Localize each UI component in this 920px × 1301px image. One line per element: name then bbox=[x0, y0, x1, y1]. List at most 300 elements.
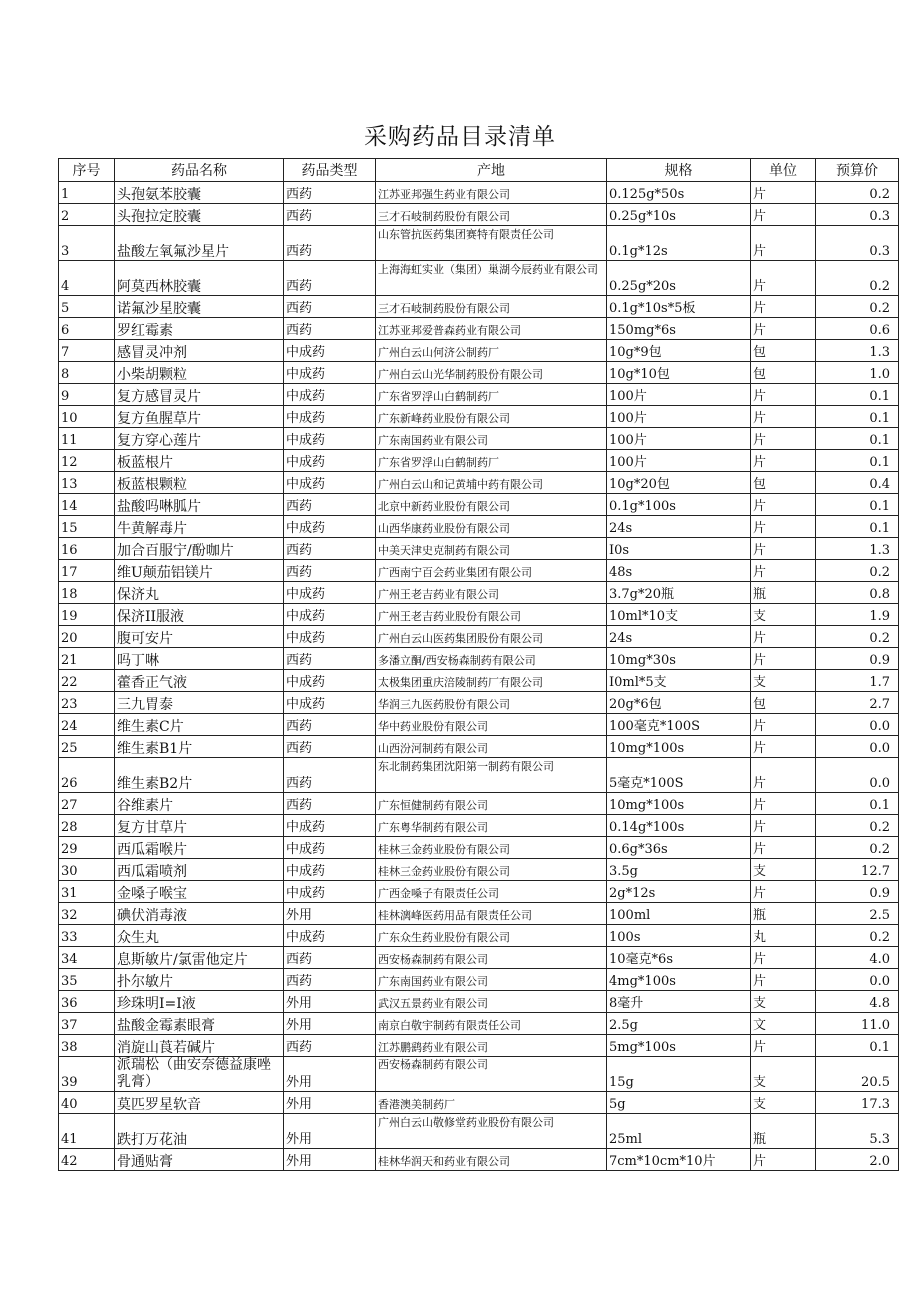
cell-manufacturer: 三才石岐制药股份有限公司 bbox=[376, 296, 607, 318]
cell-unit: 瓶 bbox=[751, 582, 816, 604]
cell-specification: 0.125g*50s bbox=[607, 182, 751, 204]
cell-budget-price: 2.0 bbox=[816, 1149, 899, 1171]
table-row bbox=[59, 472, 899, 494]
cell-budget-price: 17.3 bbox=[816, 1092, 899, 1114]
table-row bbox=[59, 881, 899, 903]
cell-drug-name: 板蓝根片 bbox=[115, 450, 284, 472]
cell-unit: 包 bbox=[751, 362, 816, 384]
cell-drug-type: 中成药 bbox=[284, 450, 376, 472]
cell-specification: 48s bbox=[607, 560, 751, 582]
cell-budget-price: 1.0 bbox=[816, 362, 899, 384]
cell-manufacturer: 广东众生药业股份有限公司 bbox=[376, 925, 607, 947]
cell-drug-name: 牛黄解毒片 bbox=[115, 516, 284, 538]
cell-budget-price: 0.2 bbox=[816, 925, 899, 947]
cell-manufacturer: 江苏亚邦爱普森药业有限公司 bbox=[376, 318, 607, 340]
cell-unit: 片 bbox=[751, 736, 816, 758]
table-row bbox=[59, 182, 899, 204]
cell-drug-type: 中成药 bbox=[284, 582, 376, 604]
table-row bbox=[59, 815, 899, 837]
cell-unit: 支 bbox=[751, 670, 816, 692]
cell-unit: 片 bbox=[751, 516, 816, 538]
cell-manufacturer: 广东省罗浮山白鹤制药厂 bbox=[376, 450, 607, 472]
cell-specification: 0.1g*100s bbox=[607, 494, 751, 516]
cell-drug-name: 三九胃泰 bbox=[115, 692, 284, 714]
cell-drug-type: 中成药 bbox=[284, 859, 376, 881]
cell-row-index: 4 bbox=[59, 261, 115, 296]
cell-drug-type: 西药 bbox=[284, 969, 376, 991]
cell-specification: 10g*10包 bbox=[607, 362, 751, 384]
cell-specification: 8毫升 bbox=[607, 991, 751, 1013]
cell-specification: 2.5g bbox=[607, 1013, 751, 1035]
cell-drug-name: 加合百服宁/酚咖片 bbox=[115, 538, 284, 560]
cell-manufacturer: 江苏亚邦强生药业有限公司 bbox=[376, 182, 607, 204]
table-row bbox=[59, 362, 899, 384]
cell-manufacturer: 广州白云山和记黄埔中药有限公司 bbox=[376, 472, 607, 494]
header-index: 序号 bbox=[59, 159, 115, 182]
cell-row-index: 25 bbox=[59, 736, 115, 758]
cell-row-index: 34 bbox=[59, 947, 115, 969]
header-budget-price: 预算价 bbox=[816, 159, 899, 182]
cell-drug-type: 西药 bbox=[284, 560, 376, 582]
cell-manufacturer: 南京白敬宇制药有限责任公司 bbox=[376, 1013, 607, 1035]
cell-specification: 20g*6包 bbox=[607, 692, 751, 714]
cell-unit: 片 bbox=[751, 793, 816, 815]
cell-row-index: 6 bbox=[59, 318, 115, 340]
cell-row-index: 1 bbox=[59, 182, 115, 204]
cell-manufacturer: 广东南国药业有限公司 bbox=[376, 969, 607, 991]
cell-row-index: 19 bbox=[59, 604, 115, 626]
cell-row-index: 35 bbox=[59, 969, 115, 991]
cell-manufacturer: 广东恒健制药有限公司 bbox=[376, 793, 607, 815]
header-drug-type: 药品类型 bbox=[284, 159, 376, 182]
cell-drug-name: 金嗓子喉宝 bbox=[115, 881, 284, 903]
cell-row-index: 15 bbox=[59, 516, 115, 538]
table-row bbox=[59, 226, 899, 261]
cell-specification: 100片 bbox=[607, 384, 751, 406]
cell-drug-name: 小柴胡颗粒 bbox=[115, 362, 284, 384]
table-row bbox=[59, 318, 899, 340]
cell-specification: 24s bbox=[607, 516, 751, 538]
cell-unit: 片 bbox=[751, 758, 816, 793]
cell-drug-type: 中成药 bbox=[284, 362, 376, 384]
cell-drug-type: 外用 bbox=[284, 1114, 376, 1149]
cell-unit: 片 bbox=[751, 296, 816, 318]
cell-row-index: 16 bbox=[59, 538, 115, 560]
table-row bbox=[59, 494, 899, 516]
cell-budget-price: 1.7 bbox=[816, 670, 899, 692]
cell-specification: 100ml bbox=[607, 903, 751, 925]
cell-row-index: 13 bbox=[59, 472, 115, 494]
page-title: 采购药品目录清单 bbox=[364, 124, 556, 150]
cell-unit: 片 bbox=[751, 450, 816, 472]
cell-drug-type: 中成药 bbox=[284, 692, 376, 714]
cell-unit: 片 bbox=[751, 969, 816, 991]
cell-row-index: 40 bbox=[59, 1092, 115, 1114]
cell-manufacturer: 三才石岐制药股份有限公司 bbox=[376, 204, 607, 226]
table-row bbox=[59, 1013, 899, 1035]
cell-budget-price: 0.1 bbox=[816, 494, 899, 516]
cell-manufacturer: 华中药业股份有限公司 bbox=[376, 714, 607, 736]
cell-drug-name: 珍珠明I=I液 bbox=[115, 991, 284, 1013]
cell-manufacturer: 广东南国药业有限公司 bbox=[376, 428, 607, 450]
table-row bbox=[59, 925, 899, 947]
cell-budget-price: 0.0 bbox=[816, 714, 899, 736]
cell-manufacturer: 广州白云山医药集团股份有限公司 bbox=[376, 626, 607, 648]
cell-drug-type: 西药 bbox=[284, 494, 376, 516]
cell-manufacturer: 广东新峰药业股份有限公司 bbox=[376, 406, 607, 428]
table-row bbox=[59, 604, 899, 626]
cell-row-index: 5 bbox=[59, 296, 115, 318]
cell-specification: 7cm*10cm*10片 bbox=[607, 1149, 751, 1171]
cell-specification: 5mg*100s bbox=[607, 1035, 751, 1057]
table-row bbox=[59, 1057, 899, 1092]
cell-unit: 片 bbox=[751, 837, 816, 859]
table-row bbox=[59, 947, 899, 969]
cell-unit: 支 bbox=[751, 1057, 816, 1092]
cell-specification: 5g bbox=[607, 1092, 751, 1114]
cell-row-index: 12 bbox=[59, 450, 115, 472]
cell-drug-name: 维U颠茄铝镁片 bbox=[115, 560, 284, 582]
cell-manufacturer: 广州白云山何济公制药厂 bbox=[376, 340, 607, 362]
table-row bbox=[59, 538, 899, 560]
cell-row-index: 41 bbox=[59, 1114, 115, 1149]
header-manufacturer: 产地 bbox=[376, 159, 607, 182]
cell-row-index: 18 bbox=[59, 582, 115, 604]
table-row bbox=[59, 692, 899, 714]
cell-row-index: 23 bbox=[59, 692, 115, 714]
cell-drug-name: 维生素C片 bbox=[115, 714, 284, 736]
cell-drug-name: 吗丁啉 bbox=[115, 648, 284, 670]
cell-unit: 支 bbox=[751, 604, 816, 626]
cell-drug-name: 诺氟沙星胶囊 bbox=[115, 296, 284, 318]
table-row bbox=[59, 648, 899, 670]
cell-row-index: 3 bbox=[59, 226, 115, 261]
cell-drug-type: 西药 bbox=[284, 714, 376, 736]
cell-drug-type: 中成药 bbox=[284, 925, 376, 947]
cell-row-index: 17 bbox=[59, 560, 115, 582]
cell-manufacturer: 桂林华润天和药业有限公司 bbox=[376, 1149, 607, 1171]
cell-budget-price: 0.2 bbox=[816, 261, 899, 296]
cell-row-index: 14 bbox=[59, 494, 115, 516]
cell-row-index: 42 bbox=[59, 1149, 115, 1171]
cell-unit: 包 bbox=[751, 472, 816, 494]
cell-drug-name: 碘伏消毒液 bbox=[115, 903, 284, 925]
cell-specification: 0.6g*36s bbox=[607, 837, 751, 859]
cell-specification: 0.14g*100s bbox=[607, 815, 751, 837]
cell-specification: 10g*9包 bbox=[607, 340, 751, 362]
cell-drug-type: 西药 bbox=[284, 736, 376, 758]
cell-unit: 片 bbox=[751, 1035, 816, 1057]
cell-row-index: 24 bbox=[59, 714, 115, 736]
cell-drug-name: 跌打万花油 bbox=[115, 1114, 284, 1149]
cell-manufacturer: 武汉五景药业有限公司 bbox=[376, 991, 607, 1013]
cell-row-index: 11 bbox=[59, 428, 115, 450]
cell-row-index: 31 bbox=[59, 881, 115, 903]
cell-budget-price: 0.0 bbox=[816, 758, 899, 793]
cell-specification: 100片 bbox=[607, 406, 751, 428]
cell-unit: 瓶 bbox=[751, 903, 816, 925]
cell-drug-type: 中成药 bbox=[284, 626, 376, 648]
header-unit: 单位 bbox=[751, 159, 816, 182]
table-row bbox=[59, 903, 899, 925]
cell-row-index: 33 bbox=[59, 925, 115, 947]
table-row bbox=[59, 261, 899, 296]
cell-budget-price: 0.3 bbox=[816, 226, 899, 261]
cell-budget-price: 1.3 bbox=[816, 538, 899, 560]
cell-drug-name: 感冒灵冲剂 bbox=[115, 340, 284, 362]
cell-drug-name: 盐酸吗啉胍片 bbox=[115, 494, 284, 516]
cell-unit: 包 bbox=[751, 340, 816, 362]
table-row bbox=[59, 296, 899, 318]
cell-drug-type: 中成药 bbox=[284, 406, 376, 428]
cell-specification: 0.25g*20s bbox=[607, 261, 751, 296]
cell-unit: 片 bbox=[751, 384, 816, 406]
cell-row-index: 30 bbox=[59, 859, 115, 881]
cell-budget-price: 4.8 bbox=[816, 991, 899, 1013]
table-row bbox=[59, 714, 899, 736]
cell-drug-name: 保济II服液 bbox=[115, 604, 284, 626]
cell-drug-name: 谷维素片 bbox=[115, 793, 284, 815]
cell-drug-name: 复方鱼腥草片 bbox=[115, 406, 284, 428]
cell-drug-type: 外用 bbox=[284, 991, 376, 1013]
cell-budget-price: 5.3 bbox=[816, 1114, 899, 1149]
header-drug-name: 药品名称 bbox=[115, 159, 284, 182]
cell-specification: 100片 bbox=[607, 450, 751, 472]
cell-specification: 2g*12s bbox=[607, 881, 751, 903]
cell-specification: 15g bbox=[607, 1057, 751, 1092]
table-row bbox=[59, 560, 899, 582]
cell-unit: 片 bbox=[751, 261, 816, 296]
cell-specification: 4mg*100s bbox=[607, 969, 751, 991]
cell-budget-price: 0.2 bbox=[816, 296, 899, 318]
cell-drug-type: 西药 bbox=[284, 947, 376, 969]
cell-budget-price: 0.1 bbox=[816, 1035, 899, 1057]
cell-manufacturer: 广州白云山光华制药股份有限公司 bbox=[376, 362, 607, 384]
cell-budget-price: 0.1 bbox=[816, 428, 899, 450]
cell-specification: 10毫克*6s bbox=[607, 947, 751, 969]
cell-manufacturer: 北京中新药业股份有限公司 bbox=[376, 494, 607, 516]
cell-manufacturer: 桂林三金药业股份有限公司 bbox=[376, 837, 607, 859]
cell-unit: 支 bbox=[751, 859, 816, 881]
cell-manufacturer: 中美天津史克制药有限公司 bbox=[376, 538, 607, 560]
cell-unit: 片 bbox=[751, 538, 816, 560]
cell-specification: 3.7g*20瓶 bbox=[607, 582, 751, 604]
cell-manufacturer: 香港澳美制药厂 bbox=[376, 1092, 607, 1114]
cell-drug-type: 中成药 bbox=[284, 670, 376, 692]
table-row bbox=[59, 406, 899, 428]
cell-drug-type: 西药 bbox=[284, 204, 376, 226]
table-row bbox=[59, 670, 899, 692]
cell-specification: 150mg*6s bbox=[607, 318, 751, 340]
cell-drug-name: 西瓜霜喉片 bbox=[115, 837, 284, 859]
cell-row-index: 10 bbox=[59, 406, 115, 428]
cell-budget-price: 0.2 bbox=[816, 182, 899, 204]
cell-drug-type: 中成药 bbox=[284, 516, 376, 538]
cell-drug-name: 消旋山莨若碱片 bbox=[115, 1035, 284, 1057]
cell-row-index: 22 bbox=[59, 670, 115, 692]
cell-drug-name: 复方穿心莲片 bbox=[115, 428, 284, 450]
cell-drug-type: 中成药 bbox=[284, 815, 376, 837]
cell-manufacturer: 桂林三金药业股份有限公司 bbox=[376, 859, 607, 881]
cell-manufacturer: 多潘立酮/西安杨森制药有限公司 bbox=[376, 648, 607, 670]
cell-row-index: 28 bbox=[59, 815, 115, 837]
cell-budget-price: 20.5 bbox=[816, 1057, 899, 1092]
cell-unit: 文 bbox=[751, 1013, 816, 1035]
cell-drug-type: 西药 bbox=[284, 758, 376, 793]
cell-manufacturer: 广州王老吉药业有限公司 bbox=[376, 582, 607, 604]
table-row bbox=[59, 969, 899, 991]
cell-budget-price: 0.2 bbox=[816, 815, 899, 837]
table-row bbox=[59, 384, 899, 406]
cell-unit: 片 bbox=[751, 494, 816, 516]
cell-manufacturer: 广东粤华制药有限公司 bbox=[376, 815, 607, 837]
table-row bbox=[59, 736, 899, 758]
table-row bbox=[59, 1092, 899, 1114]
cell-budget-price: 11.0 bbox=[816, 1013, 899, 1035]
cell-drug-name: 派瑞松（曲安奈德益康唑乳膏） bbox=[115, 1057, 284, 1092]
cell-unit: 片 bbox=[751, 182, 816, 204]
cell-manufacturer: 上海海虹实业（集团）巢湖今辰药业有限公司 bbox=[376, 261, 607, 296]
cell-manufacturer: 广东省罗浮山白鹤制药厂 bbox=[376, 384, 607, 406]
cell-budget-price: 0.1 bbox=[816, 516, 899, 538]
cell-unit: 片 bbox=[751, 204, 816, 226]
cell-budget-price: 0.3 bbox=[816, 204, 899, 226]
cell-drug-type: 中成药 bbox=[284, 472, 376, 494]
cell-drug-name: 罗红霉素 bbox=[115, 318, 284, 340]
table-header-row bbox=[59, 159, 899, 182]
cell-unit: 包 bbox=[751, 692, 816, 714]
cell-unit: 片 bbox=[751, 947, 816, 969]
cell-drug-name: 腹可安片 bbox=[115, 626, 284, 648]
cell-drug-type: 中成药 bbox=[284, 881, 376, 903]
cell-row-index: 9 bbox=[59, 384, 115, 406]
cell-budget-price: 0.1 bbox=[816, 406, 899, 428]
table-row bbox=[59, 428, 899, 450]
cell-drug-type: 外用 bbox=[284, 1013, 376, 1035]
cell-specification: 10ml*10支 bbox=[607, 604, 751, 626]
cell-budget-price: 1.3 bbox=[816, 340, 899, 362]
cell-row-index: 8 bbox=[59, 362, 115, 384]
cell-manufacturer: 东北制药集团沈阳第一制药有限公司 bbox=[376, 758, 607, 793]
header-specification: 规格 bbox=[607, 159, 751, 182]
cell-drug-name: 复方感冒灵片 bbox=[115, 384, 284, 406]
cell-budget-price: 0.6 bbox=[816, 318, 899, 340]
cell-drug-name: 维生素B1片 bbox=[115, 736, 284, 758]
cell-drug-name: 维生素B2片 bbox=[115, 758, 284, 793]
cell-specification: 0.25g*10s bbox=[607, 204, 751, 226]
cell-specification: 3.5g bbox=[607, 859, 751, 881]
cell-drug-name: 西瓜霜喷剂 bbox=[115, 859, 284, 881]
cell-unit: 片 bbox=[751, 560, 816, 582]
cell-drug-type: 外用 bbox=[284, 903, 376, 925]
cell-budget-price: 4.0 bbox=[816, 947, 899, 969]
cell-manufacturer: 西安杨森制药有限公司 bbox=[376, 947, 607, 969]
cell-drug-name: 头孢拉定胶囊 bbox=[115, 204, 284, 226]
cell-budget-price: 12.7 bbox=[816, 859, 899, 881]
cell-manufacturer: 桂林漓峰医药用品有限责任公司 bbox=[376, 903, 607, 925]
cell-budget-price: 0.2 bbox=[816, 626, 899, 648]
table-row bbox=[59, 1035, 899, 1057]
cell-manufacturer: 太极集团重庆涪陵制药厂有限公司 bbox=[376, 670, 607, 692]
cell-row-index: 7 bbox=[59, 340, 115, 362]
cell-budget-price: 0.1 bbox=[816, 450, 899, 472]
cell-unit: 片 bbox=[751, 428, 816, 450]
cell-drug-name: 莫匹罗星软音 bbox=[115, 1092, 284, 1114]
table-row bbox=[59, 859, 899, 881]
table-row bbox=[59, 516, 899, 538]
cell-unit: 片 bbox=[751, 714, 816, 736]
cell-drug-type: 西药 bbox=[284, 538, 376, 560]
cell-drug-type: 西药 bbox=[284, 226, 376, 261]
table-row bbox=[59, 758, 899, 793]
cell-manufacturer: 江苏鹏鹞药业有限公司 bbox=[376, 1035, 607, 1057]
cell-unit: 片 bbox=[751, 406, 816, 428]
cell-row-index: 37 bbox=[59, 1013, 115, 1035]
cell-manufacturer: 山西华康药业股份有限公司 bbox=[376, 516, 607, 538]
cell-specification: 10mg*100s bbox=[607, 793, 751, 815]
cell-drug-type: 西药 bbox=[284, 261, 376, 296]
table-row bbox=[59, 450, 899, 472]
cell-manufacturer: 华润三九医药股份有限公司 bbox=[376, 692, 607, 714]
cell-manufacturer: 山西汾河制药有限公司 bbox=[376, 736, 607, 758]
table-row bbox=[59, 582, 899, 604]
cell-drug-type: 外用 bbox=[284, 1092, 376, 1114]
cell-drug-type: 中成药 bbox=[284, 384, 376, 406]
cell-unit: 片 bbox=[751, 815, 816, 837]
cell-unit: 支 bbox=[751, 991, 816, 1013]
cell-drug-type: 西药 bbox=[284, 648, 376, 670]
cell-budget-price: 2.5 bbox=[816, 903, 899, 925]
cell-budget-price: 0.8 bbox=[816, 582, 899, 604]
cell-budget-price: 0.4 bbox=[816, 472, 899, 494]
cell-specification: 5毫克*100S bbox=[607, 758, 751, 793]
cell-row-index: 38 bbox=[59, 1035, 115, 1057]
cell-drug-name: 扑尔敏片 bbox=[115, 969, 284, 991]
table-row bbox=[59, 626, 899, 648]
cell-budget-price: 1.9 bbox=[816, 604, 899, 626]
cell-drug-type: 中成药 bbox=[284, 604, 376, 626]
table-row bbox=[59, 204, 899, 226]
table-row bbox=[59, 991, 899, 1013]
cell-budget-price: 0.2 bbox=[816, 560, 899, 582]
cell-row-index: 20 bbox=[59, 626, 115, 648]
cell-drug-type: 外用 bbox=[284, 1057, 376, 1092]
cell-drug-name: 保济丸 bbox=[115, 582, 284, 604]
cell-drug-type: 西药 bbox=[284, 318, 376, 340]
table-row bbox=[59, 793, 899, 815]
cell-unit: 丸 bbox=[751, 925, 816, 947]
cell-row-index: 21 bbox=[59, 648, 115, 670]
cell-manufacturer: 广州王老吉药业股份有限公司 bbox=[376, 604, 607, 626]
cell-unit: 片 bbox=[751, 1149, 816, 1171]
cell-specification: 10mg*30s bbox=[607, 648, 751, 670]
cell-unit: 支 bbox=[751, 1092, 816, 1114]
cell-specification: 10mg*100s bbox=[607, 736, 751, 758]
cell-drug-name: 盐酸左氧氟沙星片 bbox=[115, 226, 284, 261]
cell-drug-type: 中成药 bbox=[284, 340, 376, 362]
cell-manufacturer: 西安杨森制药有限公司 bbox=[376, 1057, 607, 1092]
cell-row-index: 29 bbox=[59, 837, 115, 859]
cell-specification: 100片 bbox=[607, 428, 751, 450]
cell-budget-price: 0.0 bbox=[816, 736, 899, 758]
cell-specification: 25ml bbox=[607, 1114, 751, 1149]
cell-drug-name: 骨通贴膏 bbox=[115, 1149, 284, 1171]
cell-manufacturer: 广西金嗓子有限责任公司 bbox=[376, 881, 607, 903]
cell-manufacturer: 广西南宁百会药业集团有限公司 bbox=[376, 560, 607, 582]
cell-drug-name: 息斯敏片/氯雷他定片 bbox=[115, 947, 284, 969]
cell-drug-type: 西药 bbox=[284, 182, 376, 204]
cell-drug-name: 盐酸金霉素眼膏 bbox=[115, 1013, 284, 1035]
